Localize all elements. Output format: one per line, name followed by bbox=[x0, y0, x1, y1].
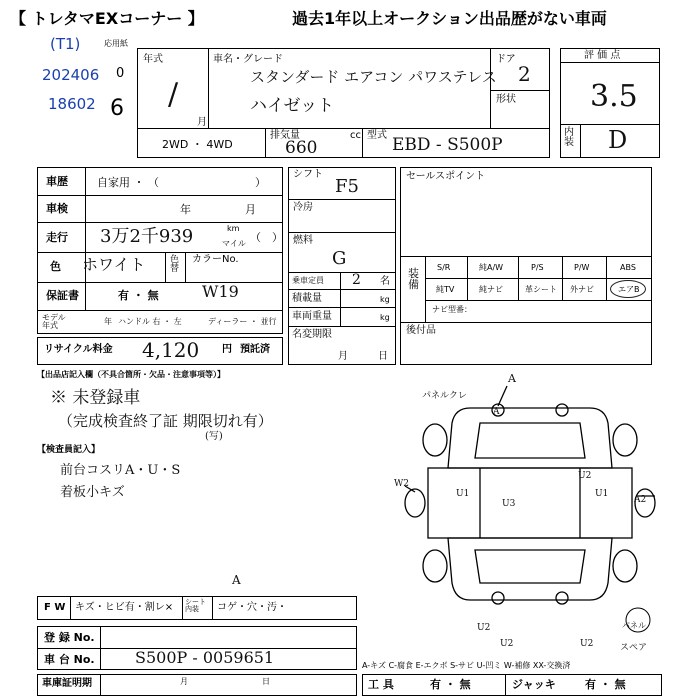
car-damage-diagram bbox=[380, 368, 680, 658]
diagram-mark-panel: パネルクレ bbox=[422, 391, 467, 401]
last-change-day: 日 bbox=[378, 351, 388, 362]
loading-unit: kg bbox=[380, 295, 390, 304]
mileage-paren: （ ） bbox=[250, 231, 283, 244]
interior-value: D bbox=[608, 126, 628, 154]
chassis-label: 車 台 No. bbox=[44, 653, 95, 666]
inspector-section-label: 【検査員記入】 bbox=[37, 445, 101, 455]
color-change-label: 色替 bbox=[170, 255, 180, 274]
stamp-line2: 202406 bbox=[42, 66, 100, 84]
cert-day: 日 bbox=[262, 677, 270, 686]
notes-line1: ※ 未登録車 bbox=[50, 388, 141, 408]
displacement-value: 660 bbox=[285, 138, 318, 158]
shape-label: 形状 bbox=[496, 94, 516, 105]
doors-label: ドア bbox=[496, 54, 516, 65]
form-header-small: 応用紙 bbox=[104, 39, 128, 48]
diagram-mark-u2-right: U2 bbox=[578, 471, 592, 481]
notes-line2: （完成検査終了証 期限切れ有） bbox=[58, 412, 273, 430]
history-block bbox=[37, 167, 283, 334]
year-month-label: 月 bbox=[197, 117, 207, 128]
cert-label: 車庫証明期 bbox=[42, 678, 92, 689]
color-value: ホワイト bbox=[82, 255, 146, 274]
reg-label: 登 録 No. bbox=[44, 631, 95, 644]
tools-value: 有 ・ 無 bbox=[430, 678, 471, 691]
diagram-mark-u2-br: U2 bbox=[580, 639, 594, 649]
year-label: 年式 bbox=[143, 54, 163, 65]
diagram-mark-a-top: A bbox=[508, 372, 516, 385]
inspection-year: 年 bbox=[180, 203, 191, 216]
mileage-value: 3万2千939 bbox=[100, 226, 194, 247]
model-value: EBD - S500P bbox=[392, 135, 503, 155]
cert-month: 月 bbox=[180, 677, 188, 686]
weight-unit: kg bbox=[380, 313, 390, 322]
sales-point-label: セールスポイント bbox=[406, 171, 486, 182]
usage-label: 車歴 bbox=[46, 175, 68, 188]
header-title: 【 トレタマEXコーナー 】 bbox=[10, 9, 204, 28]
notes-line2b: (写) bbox=[205, 431, 223, 442]
diagram-spare-label: スペア bbox=[620, 643, 648, 653]
equip-tv: 純TV bbox=[436, 285, 455, 294]
color-no-label: カラーNo. bbox=[192, 254, 239, 265]
grade-value: スタンダード エアコン パワステレス bbox=[250, 68, 497, 86]
diagram-mark-u2-bm: U2 bbox=[500, 639, 514, 649]
aircon-label: 冷房 bbox=[293, 202, 313, 213]
fw-damage-mark: A bbox=[232, 573, 241, 587]
last-change-month: 月 bbox=[338, 351, 348, 362]
last-change-label: 名変期限 bbox=[292, 329, 332, 340]
equip-airbag: エアB bbox=[618, 285, 640, 294]
diagram-mark-spare-panel: パネル bbox=[622, 621, 646, 630]
model-label: 型式 bbox=[367, 130, 387, 141]
inspector-line1: 前台コスリA・U・S bbox=[60, 463, 181, 478]
damage-legend: A-キズ C-腐食 E-エクボ S-サビ U-凹ミ W-補修 XX-交換済 bbox=[362, 661, 571, 670]
equip-abs: ABS bbox=[620, 263, 636, 272]
color-no-value: W19 bbox=[202, 282, 239, 301]
fuel-label: 燃料 bbox=[293, 235, 313, 246]
jack-label: ジャッキ bbox=[512, 678, 556, 691]
model-year-label: モデル年式 bbox=[42, 313, 66, 330]
warranty-value: 有 ・ 無 bbox=[118, 289, 159, 302]
equip-label: 装備 bbox=[408, 267, 419, 291]
diagram-mark-u1-right: U1 bbox=[595, 489, 609, 499]
capacity-value: 2 bbox=[352, 272, 361, 288]
model-year-unit: 年 bbox=[104, 317, 112, 326]
tools-label: 工 具 bbox=[368, 678, 394, 691]
name-label: 車名・グレード bbox=[213, 54, 283, 65]
diagram-mark-a2: A2 bbox=[634, 495, 647, 505]
capacity-unit: 名 bbox=[380, 276, 390, 287]
color-label: 色 bbox=[50, 260, 61, 273]
seat-label: シート内装 bbox=[185, 598, 206, 613]
diagram-mark-u2-bl: U2 bbox=[477, 623, 491, 633]
dealer-label: ディーラー ・ 並行 bbox=[208, 317, 277, 326]
usage-close: ） bbox=[255, 176, 266, 189]
mileage-label: 走行 bbox=[46, 231, 68, 244]
inspection-month: 月 bbox=[245, 203, 256, 216]
weight-label: 車両重量 bbox=[292, 311, 332, 322]
stamp-line1: (T1) bbox=[50, 35, 81, 53]
equip-pw: P/W bbox=[574, 263, 590, 272]
diagram-mark-w2: W2 bbox=[394, 479, 409, 489]
recycle-label: リサイクル料金 bbox=[44, 344, 113, 355]
capacity-label: 乗車定員 bbox=[292, 276, 324, 285]
diagram-mark-u3: U3 bbox=[502, 499, 516, 509]
attach-label: 後付品 bbox=[406, 325, 436, 336]
handle-label: ハンドル 右 ・ 左 bbox=[118, 317, 182, 326]
year-value: / bbox=[168, 77, 179, 112]
mileage-unit-km: km bbox=[227, 224, 240, 233]
shift-value: F5 bbox=[335, 176, 359, 197]
score-label: 評 価 点 bbox=[584, 50, 621, 61]
inspector-line2: 着板小キズ bbox=[60, 485, 125, 500]
score-value: 3.5 bbox=[590, 79, 638, 114]
notes-section-label: 【出品店記入欄（不具合箇所・欠品・注意事項等）】 bbox=[37, 370, 225, 379]
recycle-value: 4,120 bbox=[142, 338, 200, 362]
doors-value: 2 bbox=[518, 62, 531, 86]
navi-model-label: ナビ型番： bbox=[432, 305, 472, 314]
mileage-unit-mile: マイル bbox=[222, 239, 246, 248]
equip-ps: P/S bbox=[531, 263, 544, 272]
warranty-label: 保証書 bbox=[46, 289, 79, 302]
fw-label: F W bbox=[44, 602, 66, 613]
name-value: ハイゼット bbox=[250, 96, 335, 116]
equip-ext-navi: 外ナビ bbox=[570, 285, 594, 294]
lot-suffix-a: 0 bbox=[116, 66, 125, 81]
chassis-value: S500P - 0059651 bbox=[135, 648, 275, 667]
loading-label: 積載量 bbox=[292, 293, 322, 304]
shift-label: シフト bbox=[293, 169, 323, 180]
airbag-circle-mark bbox=[610, 280, 646, 298]
jack-value: 有 ・ 無 bbox=[585, 678, 626, 691]
recycle-status: 預託済 bbox=[240, 344, 270, 355]
equip-leather: 革シート bbox=[525, 285, 557, 294]
interior-label: 内装 bbox=[564, 127, 574, 148]
fw-text: キズ・ヒビ有・割レ× bbox=[75, 602, 174, 613]
header-note: 過去1年以上オークション出品歴がない車両 bbox=[292, 9, 607, 28]
seat-text: コゲ・穴・汚・ bbox=[217, 602, 287, 613]
fuel-value: G bbox=[332, 248, 347, 269]
recycle-unit: 円 bbox=[222, 344, 232, 355]
stamp-line3: 18602 bbox=[48, 95, 96, 113]
diagram-mark-u1-left: U1 bbox=[456, 489, 470, 499]
equip-navi: 純ナビ bbox=[479, 285, 503, 294]
lot-suffix-b: 6 bbox=[110, 96, 124, 121]
equip-sr: S/R bbox=[437, 263, 451, 272]
displacement-label: 排気量 bbox=[270, 130, 300, 141]
usage-value: 自家用 ・ （ bbox=[97, 176, 159, 189]
drive-label: 2WD ・ 4WD bbox=[162, 138, 233, 151]
displacement-unit: cc bbox=[350, 130, 361, 141]
diagram-mark-a-rear: A bbox=[493, 407, 500, 417]
equip-alloy: 純A/W bbox=[479, 263, 504, 272]
inspection-label: 車検 bbox=[46, 202, 68, 215]
